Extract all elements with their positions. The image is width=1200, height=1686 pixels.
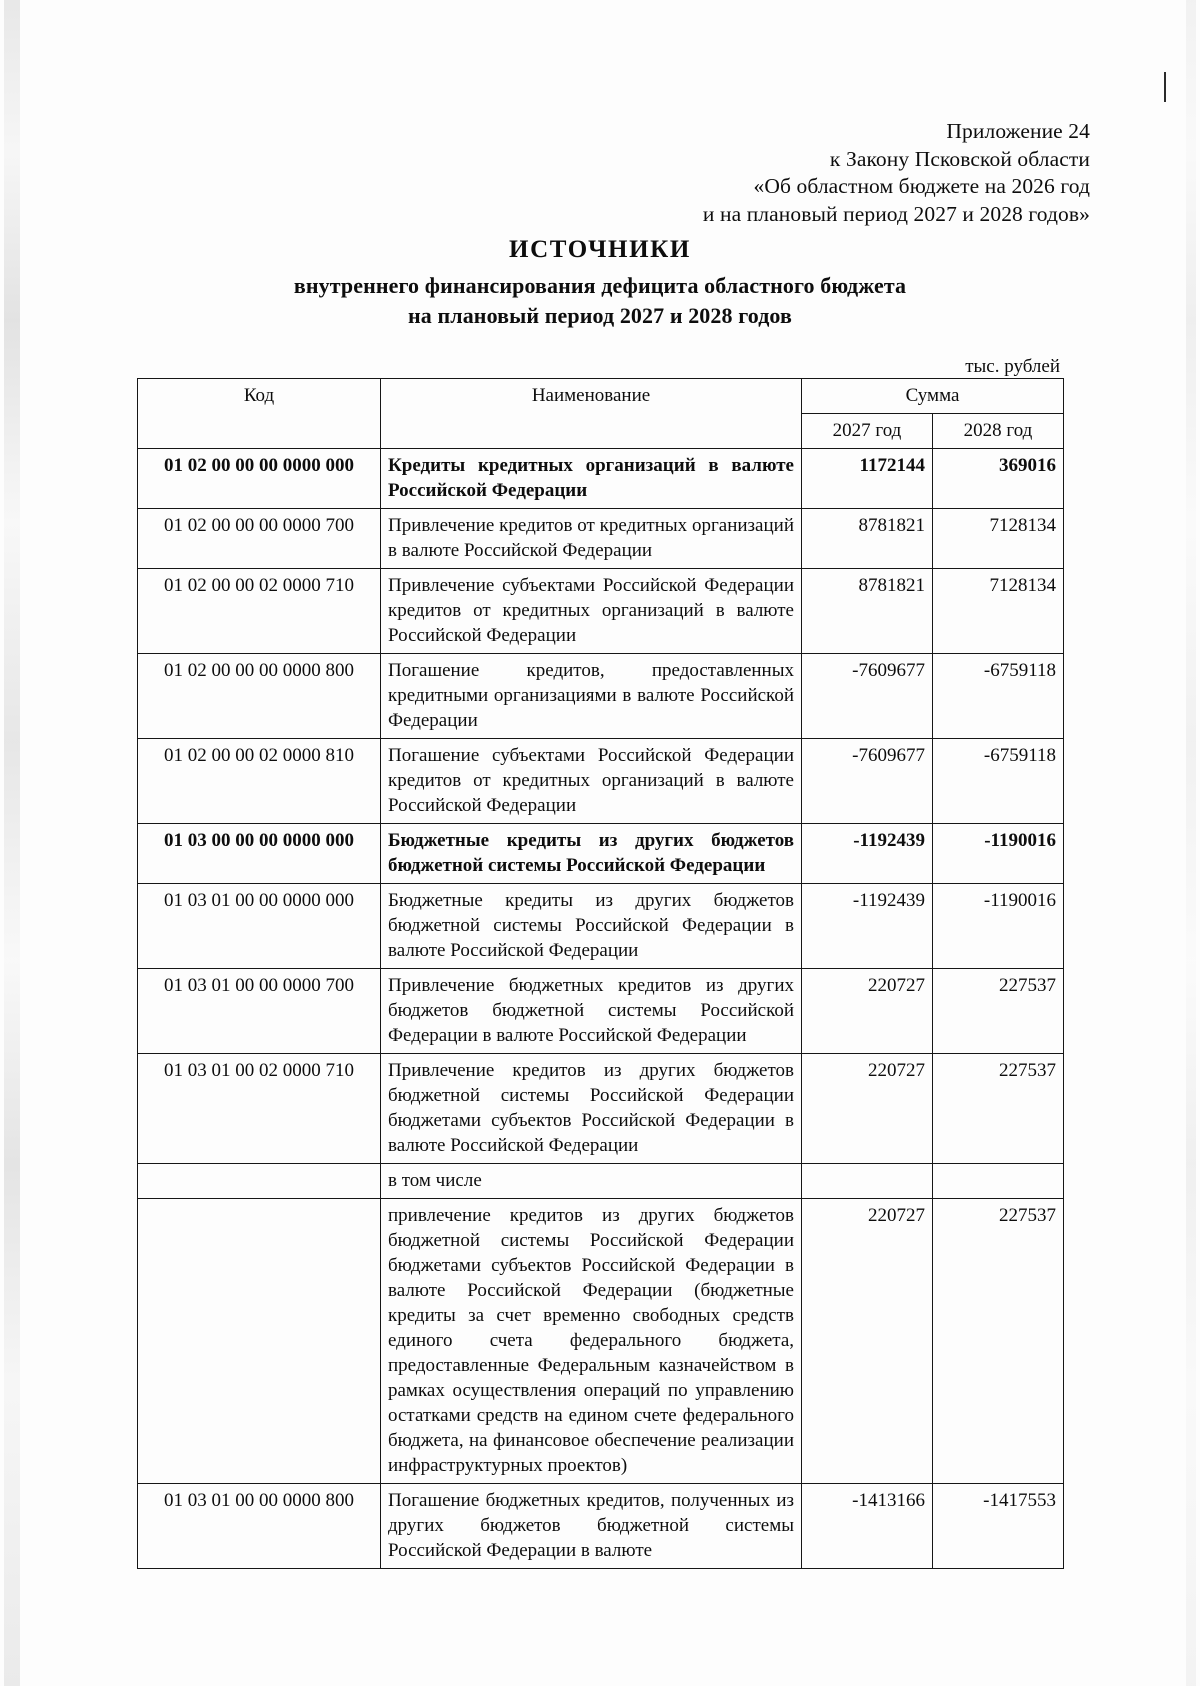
- law-title-line-1: «Об областном бюджете на 2026 год: [753, 174, 1090, 198]
- row-amount-2028: 7128134: [933, 569, 1064, 654]
- row-amount-2028: 227537: [933, 969, 1064, 1054]
- row-code: 01 03 01 00 02 0000 710: [138, 1054, 381, 1164]
- table-row-subheading: [138, 1164, 1064, 1199]
- row-code: 01 03 00 00 00 0000 000: [138, 824, 381, 884]
- row-amount-2027: -1192439: [802, 824, 933, 884]
- row-name: Привлечение бюджетных кредитов из других бюджетов бюджетной системы Российской Федерации в валюте Российской Федерации: [381, 969, 802, 1054]
- row-code: 01 03 01 00 00 0000 800: [138, 1484, 381, 1569]
- row-amount-2027: -1192439: [802, 884, 933, 969]
- row-name: Привлечение субъектами Российской Федерации кредитов от кредитных организаций в валюте Российской Федерации: [381, 569, 802, 654]
- row-amount-2027: 1172144: [802, 449, 933, 509]
- column-header-summa: Сумма: [802, 379, 1064, 414]
- row-amount-2027: [802, 1164, 933, 1199]
- table-row: [138, 884, 1064, 969]
- sources-table: [137, 378, 1064, 1569]
- column-header-code: Код: [138, 379, 381, 449]
- row-name: Привлечение кредитов из других бюджетов бюджетной системы Российской Федерации бюджетами субъектов Российской Федерации в валюте Российской Федерации: [381, 1054, 802, 1164]
- row-name: Привлечение кредитов от кредитных организаций в валюте Российской Федерации: [381, 509, 802, 569]
- row-amount-2027: 220727: [802, 969, 933, 1054]
- table-header-row-1: [138, 379, 1064, 414]
- table-row: [138, 1054, 1064, 1164]
- row-name: Бюджетные кредиты из других бюджетов бюджетной системы Российской Федерации в валюте Российской Федерации: [381, 884, 802, 969]
- row-code: 01 02 00 00 00 0000 000: [138, 449, 381, 509]
- column-header-year-2027: 2027 год: [802, 414, 933, 449]
- table-row: [138, 1484, 1064, 1569]
- row-name: Погашение субъектами Российской Федерации кредитов от кредитных организаций в валюте Российской Федерации: [381, 739, 802, 824]
- row-amount-2028: -1190016: [933, 824, 1064, 884]
- row-amount-2028: -1190016: [933, 884, 1064, 969]
- table-row: [138, 654, 1064, 739]
- law-reference: к Закону Псковской области: [829, 146, 1090, 171]
- row-amount-2028: -1417553: [933, 1484, 1064, 1569]
- document-title: [0, 236, 1200, 331]
- row-code: 01 02 00 00 00 0000 700: [138, 509, 381, 569]
- row-amount-2028: [933, 1164, 1064, 1199]
- page-title: ИСТОЧНИКИ: [509, 236, 691, 263]
- law-title-line-2: и на плановый период 2027 и 2028 годов»: [702, 201, 1090, 226]
- row-amount-2027: -7609677: [802, 654, 933, 739]
- table-row: [138, 969, 1064, 1054]
- row-amount-2028: 227537: [933, 1199, 1064, 1484]
- row-code: 01 03 01 00 00 0000 700: [138, 969, 381, 1054]
- table-row: [138, 449, 1064, 509]
- row-amount-2028: -6759118: [933, 654, 1064, 739]
- table-body: [138, 449, 1064, 1569]
- row-code: 01 02 00 00 02 0000 810: [138, 739, 381, 824]
- subtitle-line-2: на плановый период 2027 и 2028 годов: [408, 303, 792, 328]
- row-amount-2028: 369016: [933, 449, 1064, 509]
- row-name: Кредиты кредитных организаций в валюте Российской Федерации: [381, 449, 802, 509]
- row-amount-2027: 220727: [802, 1199, 933, 1484]
- row-code: 01 03 01 00 00 0000 000: [138, 884, 381, 969]
- row-amount-2027: -1413166: [802, 1484, 933, 1569]
- table-row: [138, 509, 1064, 569]
- row-amount-2028: 227537: [933, 1054, 1064, 1164]
- table-row: [138, 824, 1064, 884]
- row-amount-2027: 8781821: [802, 509, 933, 569]
- row-name: Погашение бюджетных кредитов, полученных из других бюджетов бюджетной системы Российской Федерации в валюте: [381, 1484, 802, 1569]
- row-code: [138, 1164, 381, 1199]
- appendix-number: Приложение 24: [946, 119, 1090, 143]
- row-amount-2028: 7128134: [933, 509, 1064, 569]
- row-name: в том числе: [381, 1164, 802, 1199]
- row-code: 01 02 00 00 02 0000 710: [138, 569, 381, 654]
- row-name: Бюджетные кредиты из других бюджетов бюджетной системы Российской Федерации: [381, 824, 802, 884]
- units-label: тыс. рублей: [965, 356, 1060, 377]
- table-row: [138, 569, 1064, 654]
- table-row: [138, 739, 1064, 824]
- subtitle-line-1: внутреннего финансирования дефицита областного бюджета: [293, 273, 907, 298]
- row-code: 01 02 00 00 00 0000 800: [138, 654, 381, 739]
- table-row: [138, 1199, 1064, 1484]
- column-header-name: Наименование: [381, 379, 802, 449]
- row-amount-2027: 220727: [802, 1054, 933, 1164]
- scan-mark: [1164, 72, 1166, 102]
- row-name: Погашение кредитов, предоставленных кредитными организациями в валюте Российской Федерации: [381, 654, 802, 739]
- row-amount-2027: 8781821: [802, 569, 933, 654]
- row-amount-2028: -6759118: [933, 739, 1064, 824]
- column-header-year-2028: 2028 год: [933, 414, 1064, 449]
- row-name: привлечение кредитов из других бюджетов бюджетной системы Российской Федерации бюджетами субъектов Российской Федерации в валюте Российской Федерации (бюджетные кредиты за счет временно свободных средств единого счета федерального бюджета, предоставленные Федеральным казначейством в рамках осуществления операций по управлению остатками средств на едином счете федерального бюджета, на финансовое обеспечение реализации инфраструктурных проектов): [381, 1199, 802, 1484]
- row-code: [138, 1199, 381, 1484]
- appendix-reference: [703, 118, 1090, 228]
- row-amount-2027: -7609677: [802, 739, 933, 824]
